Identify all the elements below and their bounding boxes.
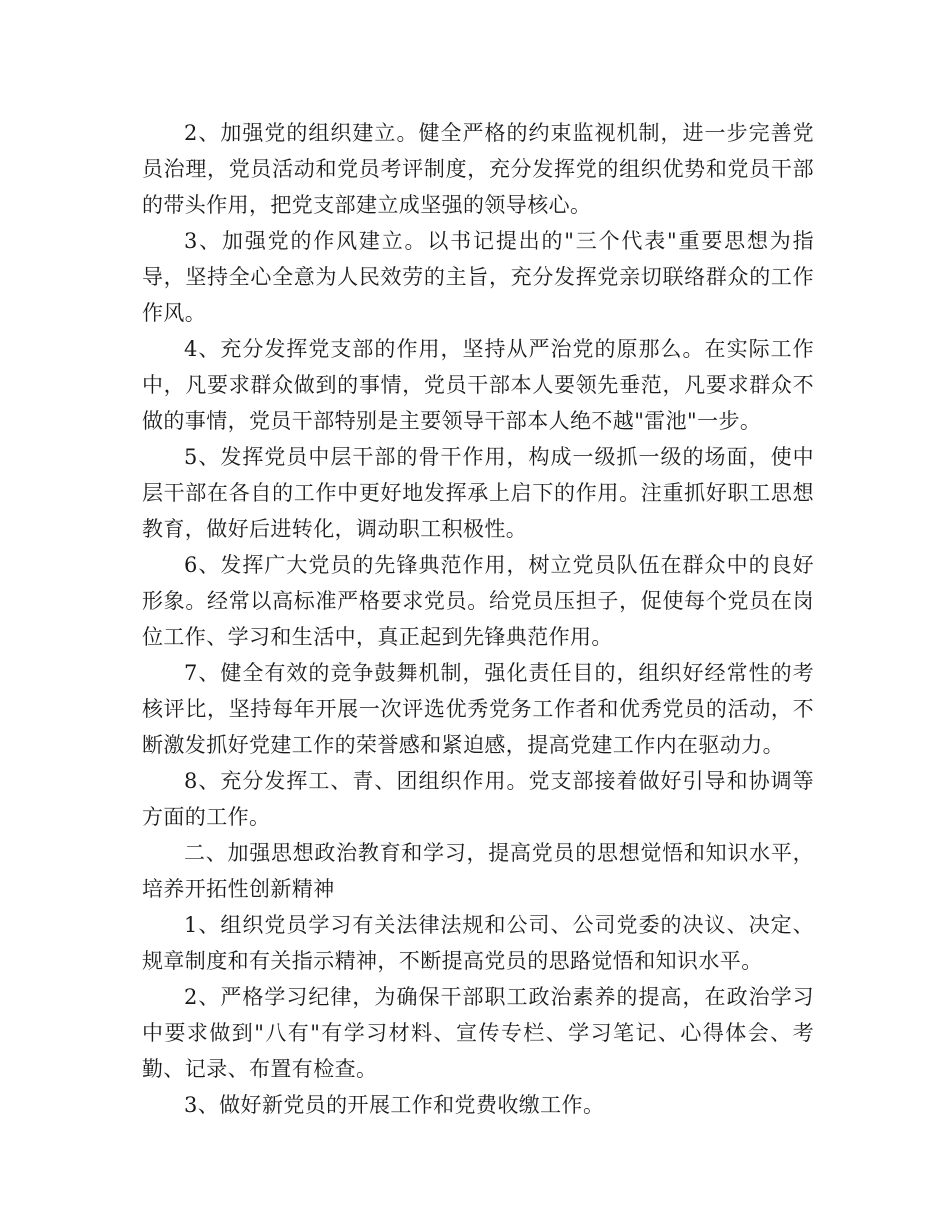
paragraph-1-study-laws: 1、组织党员学习有关法律法规和公司、公司党委的决议、决定、规章制度和有关指示精神，不断提高党员的思路觉悟和知识水平。: [142, 913, 814, 973]
paragraph-2-organization: 2、加强党的组织建立。健全严格的约束监视机制，进一步完善党员治理，党员活动和党员考评制度，充分发挥党的组织优势和党员干部的带头作用，把党支部建立成坚强的领导核心。: [142, 121, 814, 217]
paragraph-7-incentive: 7、健全有效的竞争鼓舞机制，强化责任目的，组织好经常性的考核评比，坚持每年开展一次评选优秀党务工作者和优秀党员的活动，不断激发抓好党建工作的荣誉感和紧迫感，提高党建工作内在驱动力。: [142, 661, 814, 757]
section-heading-education: 二、加强思想政治教育和学习，提高党员的思想觉悟和知识水平，培养开拓性创新精神: [142, 841, 814, 901]
paragraph-4-party-branch: 4、充分发挥党支部的作用，坚持从严治党的原那么。在实际工作中，凡要求群众做到的事情，党员干部本人要领先垂范，凡要求群众不做的事情，党员干部特别是主要领导干部本人绝不越"雷池"一步。: [142, 337, 814, 433]
paragraph-3-work-style: 3、加强党的作风建立。以书记提出的"三个代表"重要思想为指导，坚持全心全意为人民效劳的主旨，充分发挥党亲切联络群众的工作作风。: [142, 229, 814, 325]
paragraph-6-vanguard: 6、发挥广大党员的先锋典范作用，树立党员队伍在群众中的良好形象。经常以高标准严格要求党员。给党员压担子，促使每个党员在岗位工作、学习和生活中，真正起到先锋典范作用。: [142, 553, 814, 649]
paragraph-2-study-discipline: 2、严格学习纪律，为确保干部职工政治素养的提高，在政治学习中要求做到"八有"有学习材料、宣传专栏、学习笔记、心得体会、考勤、记录、布置有检查。: [142, 985, 814, 1081]
document-body: [142, 115, 814, 1123]
paragraph-8-organizations: 8、充分发挥工、青、团组织作用。党支部接着做好引导和协调等方面的工作。: [142, 769, 814, 829]
paragraph-3-new-members: 3、做好新党员的开展工作和党费收缴工作。: [184, 1093, 605, 1117]
paragraph-5-middle-cadres: 5、发挥党员中层干部的骨干作用，构成一级抓一级的场面，使中层干部在各自的工作中更好地发挥承上启下的作用。注重抓好职工思想教育，做好后进转化，调动职工积极性。: [142, 445, 814, 541]
